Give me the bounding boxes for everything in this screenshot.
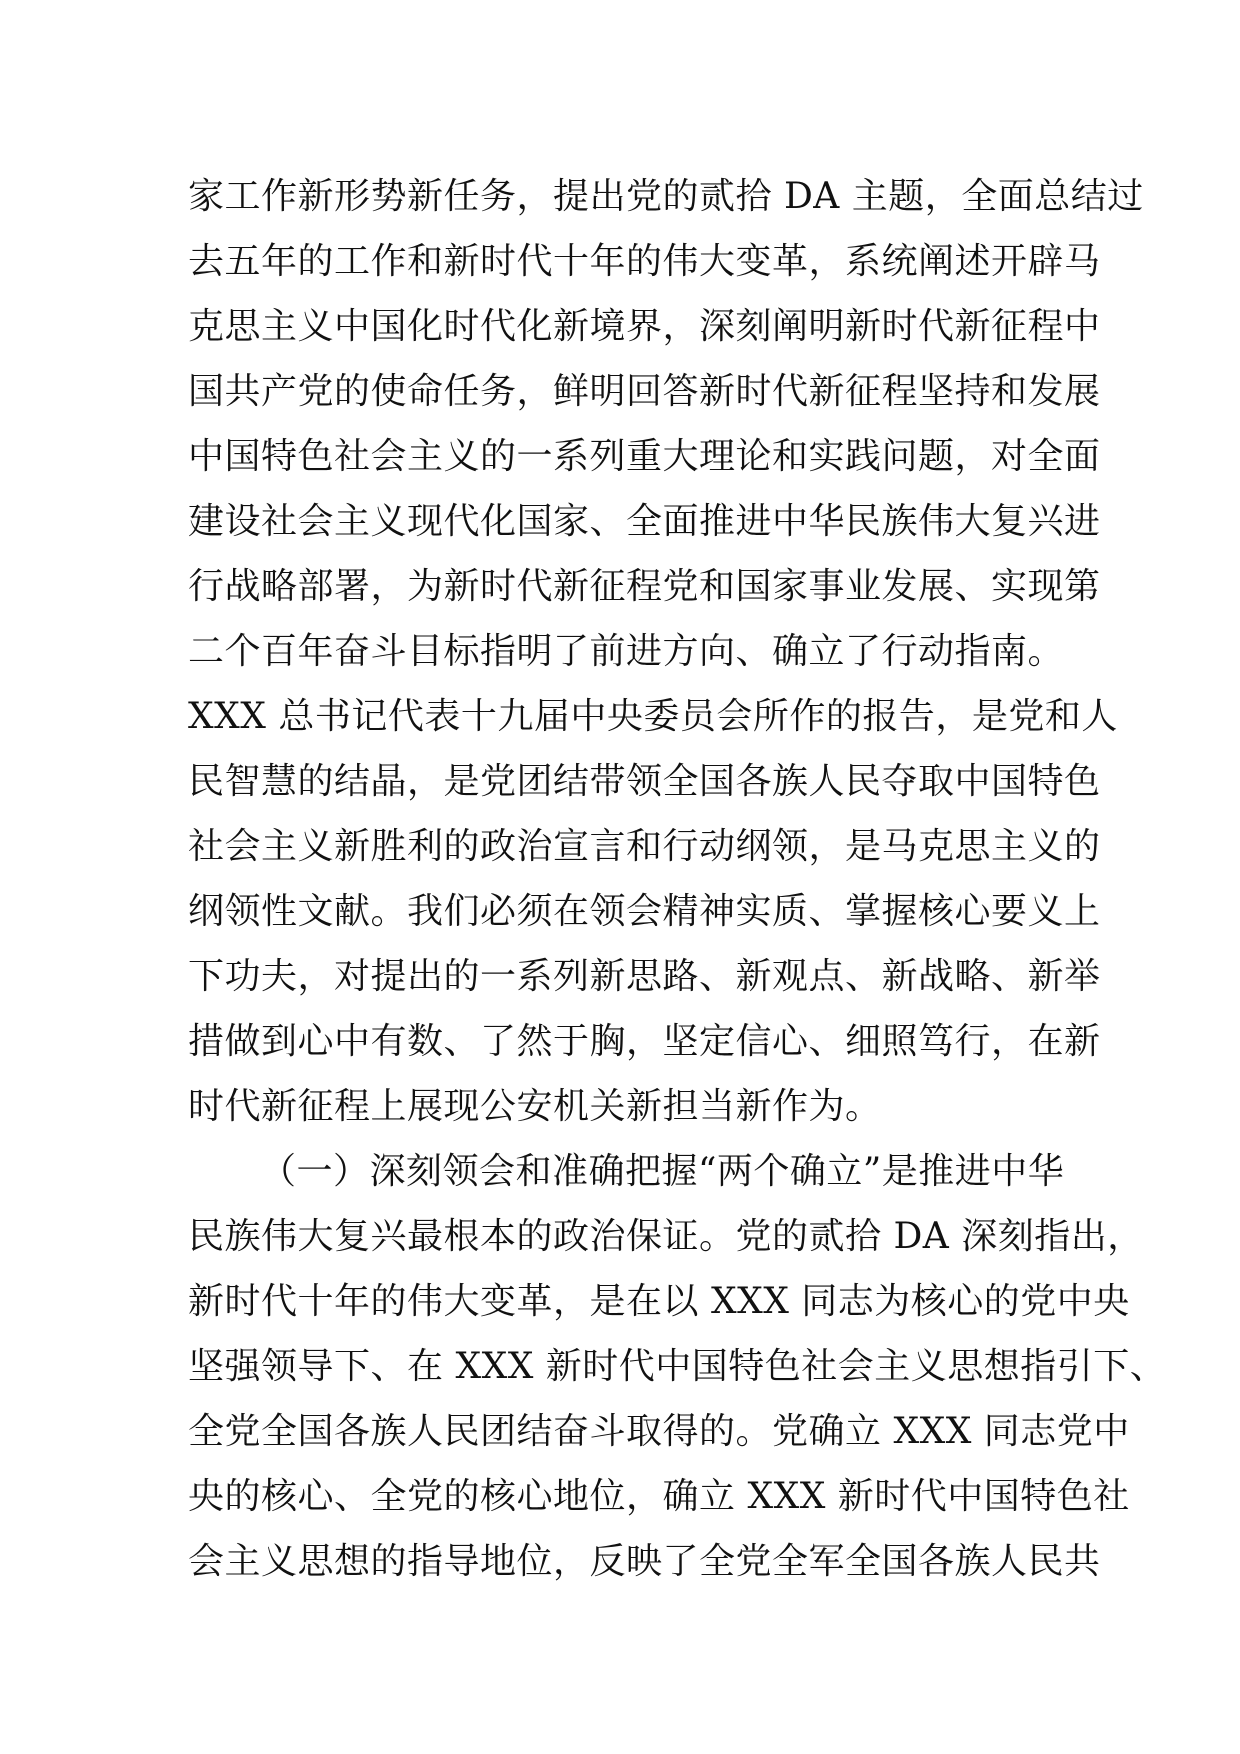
text-line: 央的核心、全党的核心地位，确立 XXX 新时代中国特色社 bbox=[188, 1476, 1130, 1517]
text-line: 去五年的工作和新时代十年的伟大变革，系统阐述开辟马 bbox=[188, 241, 1101, 282]
text-line: 坚强领导下、在 XXX 新时代中国特色社会主义思想指引下、 bbox=[188, 1346, 1167, 1387]
section-heading-line: （一）深刻领会和准确把握“两个确立”是推进中华 bbox=[260, 1151, 1065, 1192]
text-line: 二个百年奋斗目标指明了前进方向、确立了行动指南。 bbox=[188, 631, 1065, 672]
text-line: 会主义思想的指导地位，反映了全党全军全国各族人民共 bbox=[188, 1541, 1101, 1582]
text-line: 时代新征程上展现公安机关新担当新作为。 bbox=[188, 1086, 882, 1127]
text-line: 国共产党的使命任务，鲜明回答新时代新征程坚持和发展 bbox=[188, 371, 1101, 412]
text-line: 民族伟大复兴最根本的政治保证。党的贰拾 DA 深刻指出， bbox=[188, 1216, 1144, 1257]
text-line: XXX 总书记代表十九届中央委员会所作的报告，是党和人 bbox=[188, 696, 1118, 737]
text-line: 纲领性文献。我们必须在领会精神实质、掌握核心要义上 bbox=[188, 891, 1101, 932]
text-line: 中国特色社会主义的一系列重大理论和实践问题，对全面 bbox=[188, 436, 1101, 477]
text-line: 家工作新形势新任务，提出党的贰拾 DA 主题，全面总结过 bbox=[188, 176, 1144, 217]
body-text bbox=[188, 164, 1167, 1594]
text-line: 措做到心中有数、了然于胸，坚定信心、细照笃行，在新 bbox=[188, 1021, 1101, 1062]
text-line: 行战略部署，为新时代新征程党和国家事业发展、实现第 bbox=[188, 566, 1101, 607]
text-line: 建设社会主义现代化国家、全面推进中华民族伟大复兴进 bbox=[188, 501, 1101, 542]
text-line: 民智慧的结晶，是党团结带领全国各族人民夺取中国特色 bbox=[188, 761, 1101, 802]
text-line: 全党全国各族人民团结奋斗取得的。党确立 XXX 同志党中 bbox=[188, 1411, 1130, 1452]
text-line: 新时代十年的伟大变革，是在以 XXX 同志为核心的党中央 bbox=[188, 1281, 1130, 1322]
text-line: 下功夫，对提出的一系列新思路、新观点、新战略、新举 bbox=[188, 956, 1101, 997]
text-line: 社会主义新胜利的政治宣言和行动纲领，是马克思主义的 bbox=[188, 826, 1101, 867]
text-line: 克思主义中国化时代化新境界，深刻阐明新时代新征程中 bbox=[188, 306, 1101, 347]
